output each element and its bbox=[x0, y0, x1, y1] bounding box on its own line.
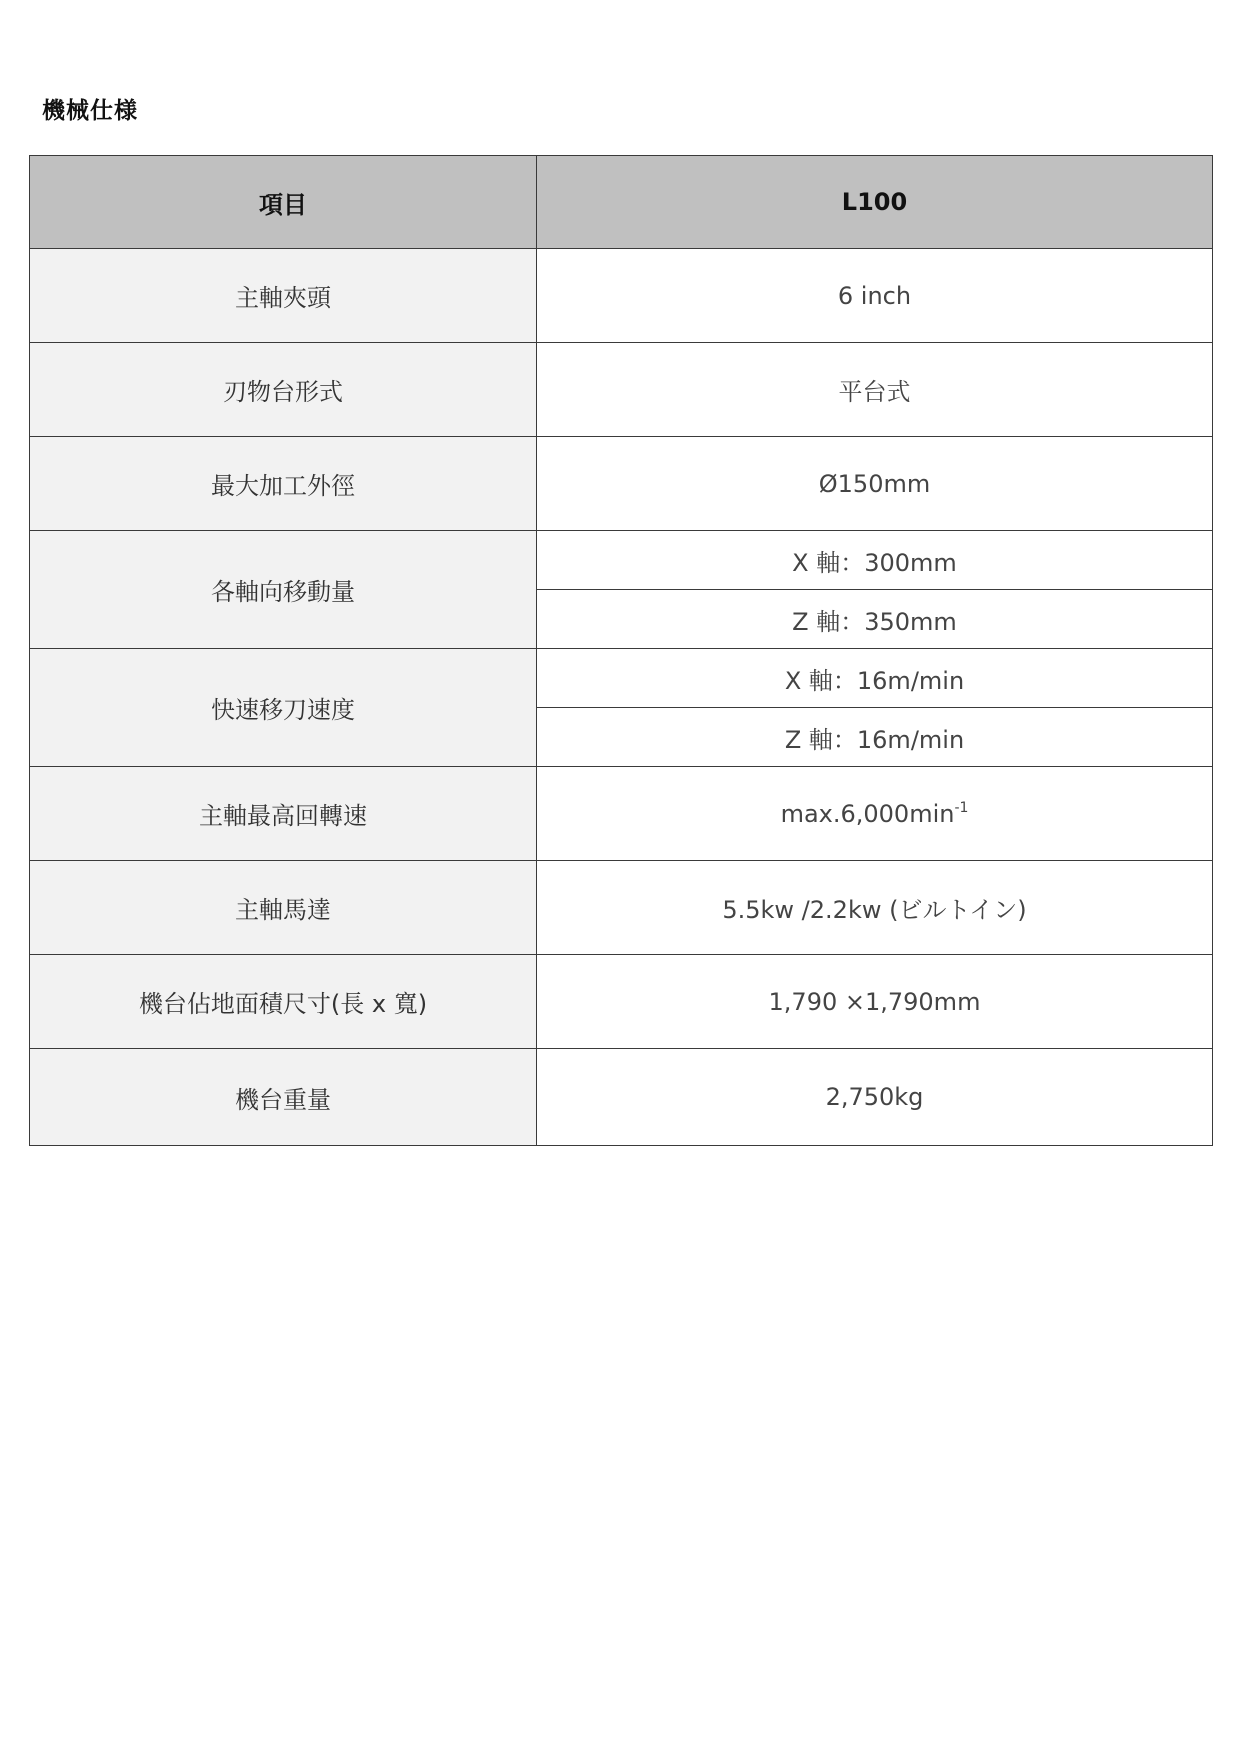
spindle-speed-exponent: -1 bbox=[954, 799, 969, 816]
row-label-travel: 各軸向移動量 bbox=[30, 531, 537, 649]
row-value-max-diameter: Ø150mm bbox=[537, 437, 1213, 531]
spec-table bbox=[29, 155, 1213, 1146]
row-label-chuck: 主軸夾頭 bbox=[30, 249, 537, 343]
table-row bbox=[30, 531, 1213, 590]
row-label-max-diameter: 最大加工外徑 bbox=[30, 437, 537, 531]
row-label-rapid: 快速移刀速度 bbox=[30, 649, 537, 767]
row-value-travel-z: Z 軸：350mm bbox=[537, 590, 1213, 649]
table-row bbox=[30, 437, 1213, 531]
table-row bbox=[30, 1049, 1213, 1146]
row-value-travel-x: X 軸：300mm bbox=[537, 531, 1213, 590]
row-value-rapid-x: X 軸：16m/min bbox=[537, 649, 1213, 708]
header-item: 項目 bbox=[30, 156, 537, 249]
row-label-turret: 刃物台形式 bbox=[30, 343, 537, 437]
spindle-speed-value: max.6,000min bbox=[780, 799, 955, 828]
row-value-turret: 平台式 bbox=[537, 343, 1213, 437]
row-label-spindle-motor: 主軸馬達 bbox=[30, 861, 537, 955]
row-label-footprint: 機台佔地面積尺寸(長 x 寬) bbox=[30, 955, 537, 1049]
row-label-spindle-speed: 主軸最高回轉速 bbox=[30, 767, 537, 861]
row-value-spindle-motor: 5.5kw /2.2kw (ビルトイン) bbox=[537, 861, 1213, 955]
table-row bbox=[30, 343, 1213, 437]
row-value-chuck: 6 inch bbox=[537, 249, 1213, 343]
table-row bbox=[30, 955, 1213, 1049]
table-row bbox=[30, 861, 1213, 955]
table-row bbox=[30, 767, 1213, 861]
row-value-rapid-z: Z 軸：16m/min bbox=[537, 708, 1213, 767]
document-title: 機械仕様 bbox=[42, 98, 138, 124]
row-value-weight: 2,750kg bbox=[537, 1049, 1213, 1146]
row-value-spindle-speed bbox=[537, 767, 1213, 861]
header-model: L100 bbox=[537, 156, 1213, 249]
table-row bbox=[30, 649, 1213, 708]
table-header-row bbox=[30, 156, 1213, 249]
table-row bbox=[30, 249, 1213, 343]
row-value-footprint: 1,790 ×1,790mm bbox=[537, 955, 1213, 1049]
row-label-weight: 機台重量 bbox=[30, 1049, 537, 1146]
